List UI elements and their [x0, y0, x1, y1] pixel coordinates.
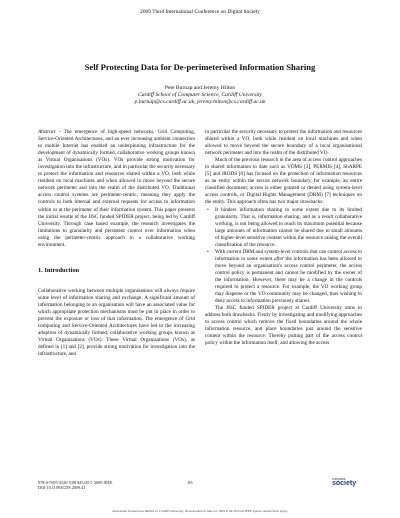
- page-number: 65: [188, 480, 193, 485]
- author-block: [0, 85, 400, 106]
- copyright-footer: [38, 480, 112, 490]
- isbn-line: 978-0-7695-3526-5/09 $25.00 © 2009 IEEE: [38, 480, 113, 485]
- section-heading-introduction: 1. Introduction: [38, 266, 80, 274]
- intro-paragraph-3: The JISC funded SPIDER project at Cardiff University aims to address both drawbacks. Firstly by investigating and modifying approaches to access control which remove the fixed boundaries around the whole information resource, and place boundaries just around the sensitive content within the resource. Thereby putting part of the access control policy within the information itself, and allowing the access: [205, 305, 362, 347]
- list-item: • It hinders information sharing to some extent due to its limited granularity. That is, information sharing, and as a result collaborative working, is not being allowed to reach its maximum potential because large amounts of information cannot be shared due to small amounts of higher-level sensitive content within the resource raising the overall classification of the resource.: [215, 207, 362, 249]
- doi-line: DOI 10.1109/ICDS.2009.41: [38, 485, 86, 491]
- drawbacks-list: [205, 207, 362, 306]
- intro-paragraph-1: Collaborative working between multiple organisations will always require some level of information sharing and exchange. A significant amount of information belonging to an organisation will have an associated value for which appropriate protection mechanisms must be put in place in order to prevent the exposure or loss of that information. The emergence of Grid computing and Service-Oriented Architectures have led to the increasing adoption of dynamically formed, collaborative working groups known as Virtual Organisations (VOs). These Virtual Organisations (VOs), as defined in [1] and [2], provide strong motivation for investigation into the infrastructure, and: [38, 287, 195, 358]
- paper-title: Self Protecting Data for De-perimeterised Information Sharing: [84, 62, 316, 72]
- conference-header: 2009 Third International Conference on Digital Society: [140, 9, 260, 15]
- logo-text-computer: computer: [332, 477, 346, 481]
- intro-paragraph-continued: in particular the security necessary to protect the information and resources shared within a VO, both while resident on local machines and when allowed to move beyond the secure boundary of a local organisational network perimeter and into the realm of the distributed VO.: [205, 129, 362, 157]
- logo-text-society: society: [332, 480, 357, 487]
- computer-society-logo: [332, 477, 362, 493]
- author-names: Pete Burnap and Jeremy Hilton: [164, 85, 236, 91]
- right-column: [205, 129, 362, 347]
- list-item: • With current DRM and system-level controls that can control access to information to some extent after the information has been allowed to move beyond an organisation's access control perimeter, the access control policy is permanent and cannot be modified by the owner of the information. However, there may be a change in the controls required to protect a resource. For example, the VO working group may disperse or the VO community may be changed, thus wishing to deny access to information previously shared.: [215, 249, 362, 305]
- emphasis-after: after: [273, 255, 284, 262]
- author-emails: p.burnap@cs.cardiff.ac.uk, jeremy.hilton@cs.cardiff.ac.uk: [134, 99, 266, 105]
- license-notice: Authorized licensed use limited to: Cardiff University. Downloaded on June 22, 2009 at 04:39 from IEEE Xplore. Restrictions apply.: [112, 509, 288, 513]
- left-column: [38, 129, 195, 358]
- intro-paragraph-2: Much of the previous research in the area of access control approaches to shared information to date such as VOMS [3], PERMIS [4], ShARPE [5] and iRODS [6] has focused on the protection of information resources as an entity within the secure network boundary, for example, an entire classified document; access is either granted or denied using system-level access controls, or Digital Rights Management (DRM) [7] techniques on the entity. This approach often has two major drawbacks:: [205, 157, 362, 206]
- abstract-label: Abstract: [38, 129, 56, 135]
- abstract-text: - The emergence of high-speed networks, Grid Computing, Service-Oriented Architectures, and an ever increasing ambient connection to mobile Internet has enabled an underpinning infrastructure for the development of dynamically formed, collaborative working groups known as Virtual Organisations (VOs). VOs provide strong motivation for investigation into the infrastructure, and in particular the security necessary to protect the information and resources shared within a VO, both while resident on local machines and when allowed to move beyond the secure network perimeter and into the realm of the distributed VO. Traditional access control systems are perimeter-centric, meaning they apply the controls to both internal and external requests for access to information within or at the perimeter of their information system. This paper presents the initial results of the JISC funded SPIDER project, being led by Cardiff University. Through case based example, the research investigates the limitations to granularity and persistent control over information when using the perimeter-centric approach in a collaborative working environment.: [38, 129, 195, 248]
- author-affiliation: Cardiff School of Computer Science, Cardiff University: [137, 92, 263, 98]
- abstract: [38, 129, 195, 249]
